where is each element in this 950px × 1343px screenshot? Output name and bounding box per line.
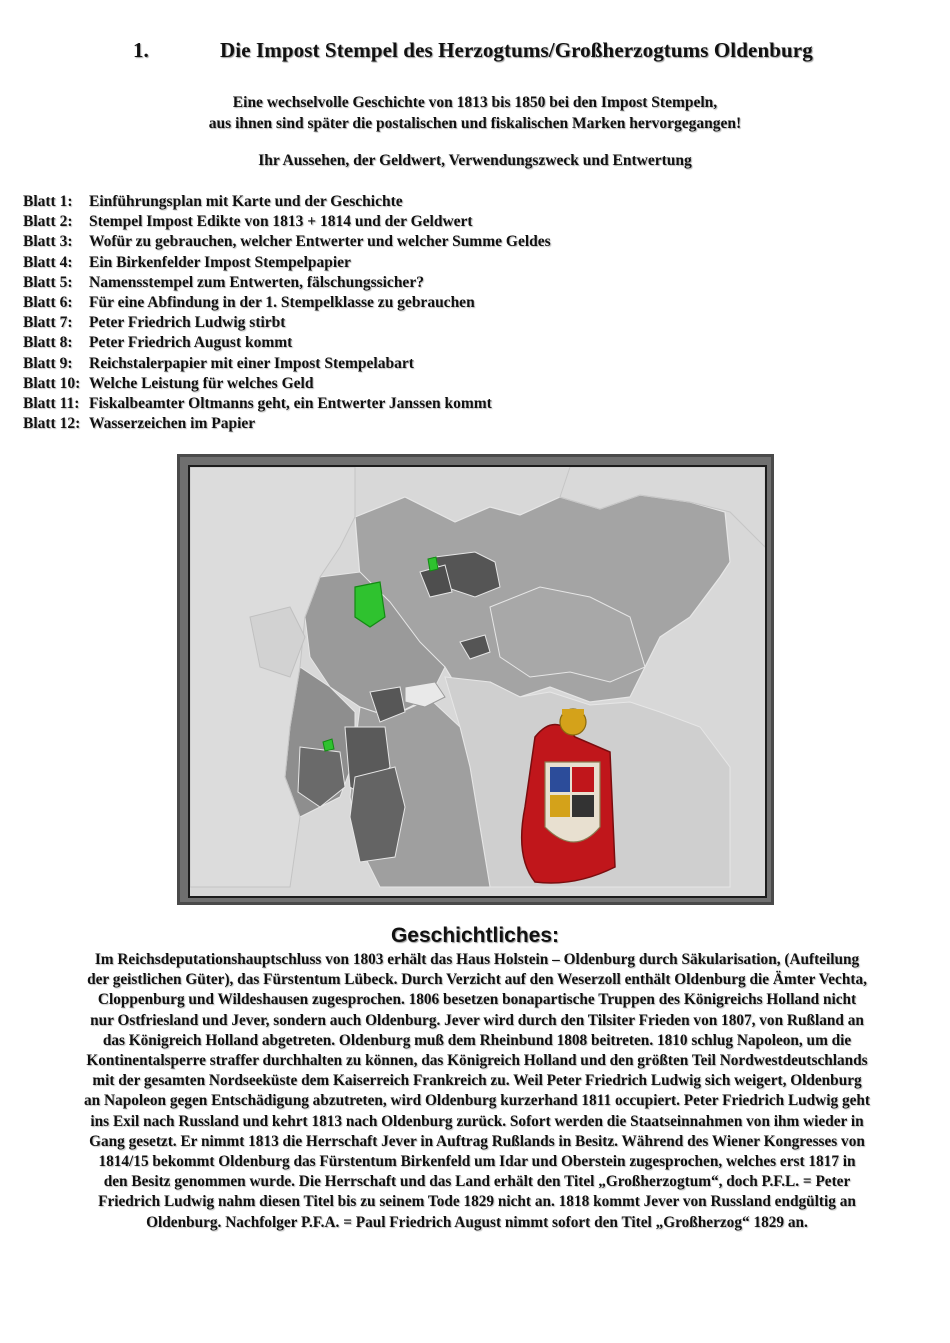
sheet-index-item xyxy=(23,273,551,293)
history-line: Im Reichsdeputationshauptschluss von 1803 erhält das Haus Holstein – Oldenburg durch Säkularisation, (Aufteilung xyxy=(94,951,860,968)
sheet-index-item xyxy=(23,293,551,313)
region-oldenburg xyxy=(355,582,385,627)
history-line: nur Ostfriesland und Jever, sondern auch Oldenburg. Jever wird durch den Tilsiter Frieden von 1807, von Rußland an xyxy=(90,1011,864,1029)
sheet-title: Reichstalerpapier mit einer Impost Stempelabart xyxy=(89,354,414,372)
history-line: den Besitz genommen wurde. Die Herrschaft und das Land erhält den Titel „Großherzogtum“, doch P.F.L. = Peter xyxy=(103,1173,851,1191)
history-text xyxy=(22,950,932,1233)
region-luebeck xyxy=(428,557,438,571)
history-line: Kontinentalsperre straffer durchhalten zu können, das Königreich Holland und den größten Teil Nordwestdeutschlands xyxy=(86,1052,868,1070)
history-line: ins Exil nach Russland und kehrt 1813 nach Oldenburg zurück. Sofort werden die Staatseinnahmen von ihm wieder in xyxy=(90,1112,864,1130)
sheet-index-item xyxy=(23,394,551,414)
sheet-index-item xyxy=(23,212,551,232)
map-illustration xyxy=(190,467,765,896)
intro-text xyxy=(0,92,950,134)
map-figure xyxy=(177,454,774,905)
historical-map xyxy=(188,465,767,898)
sheet-index-item xyxy=(23,232,551,252)
sheet-label: Blatt 3: xyxy=(23,233,73,251)
sheet-title: Ein Birkenfelder Impost Stempelpapier xyxy=(89,253,351,271)
sheet-label: Blatt 4: xyxy=(23,253,73,271)
sheet-label: Blatt 6: xyxy=(23,293,73,311)
sheet-index-item xyxy=(23,333,551,353)
sheet-index-item xyxy=(23,354,551,374)
sheet-index-list xyxy=(23,192,551,434)
history-line: an Napoleon gegen Entschädigung abzutreten, wird Oldenburg kurzerhand 1811 occupiert. Peter Friedrich Ludwig geht xyxy=(84,1092,870,1110)
intro-line-2: aus ihnen sind später die postalischen und fiskalischen Marken hervorgegangen! xyxy=(208,115,742,132)
sheet-label: Blatt 5: xyxy=(23,273,73,291)
sheet-label: Blatt 11: xyxy=(23,394,80,412)
sheet-title: Peter Friedrich August kommt xyxy=(89,334,293,352)
sheet-index-item xyxy=(23,374,551,394)
region-baden xyxy=(350,767,405,862)
history-line: Gang gesetzt. Er nimmt 1813 die Herrschaft Jever in Auftrag Rußlands in Besitz. Während des Wiener Kongresses von xyxy=(89,1132,865,1150)
history-line: Friedrich Ludwig nahm diesen Titel bis zu seinem Tode 1829 nicht an. 1818 kommt Jever von Russland endgültig an xyxy=(98,1193,856,1211)
sheet-index-item xyxy=(23,414,551,434)
sheet-title: Wofür zu gebrauchen, welcher Entwerter und welcher Summe Geldes xyxy=(89,233,551,251)
history-line: mit der gesamten Nordseeküste dem Kaiserreich Frankreich zu. Weil Peter Friedrich Ludwig sich weigert, Oldenburg xyxy=(92,1072,862,1090)
intro-line-1: Eine wechselvolle Geschichte von 1813 bis 1850 bei den Impost Stempeln, xyxy=(232,94,718,111)
title-text: Die Impost Stempel des Herzogtums/Großherzogtums Oldenburg xyxy=(220,38,813,62)
sheet-label: Blatt 7: xyxy=(23,314,73,332)
sheet-label: Blatt 2: xyxy=(23,213,73,231)
sheet-label: Blatt 1: xyxy=(23,193,73,210)
sheet-title: Peter Friedrich Ludwig stirbt xyxy=(89,314,286,332)
sheet-title: Stempel Impost Edikte von 1813 + 1814 und der Geldwert xyxy=(89,213,473,231)
history-line: Oldenburg. Nachfolger P.F.A. = Paul Friedrich August nimmt sofort den Titel „Großherzog“ 1829 an. xyxy=(146,1213,808,1231)
sheet-index-item xyxy=(23,313,551,333)
history-line: 1814/15 bekommt Oldenburg das Fürstentum Birkenfeld um Idar und Oberstein zugesprochen, welches erst 1817 in xyxy=(98,1153,856,1171)
sheet-title: Welche Leistung für welches Geld xyxy=(89,374,314,392)
history-line: das Königreich Holland abgetreten. Oldenburg muß dem Rheinbund 1808 beitreten. 1810 schlug Napoleon, um die xyxy=(102,1031,852,1049)
page-title xyxy=(0,38,950,66)
sheet-label: Blatt 8: xyxy=(23,334,73,352)
sheet-label: Blatt 9: xyxy=(23,354,73,372)
intro-subheading: Ihr Aussehen, der Geldwert, Verwendungszweck und Entwertung xyxy=(258,152,692,169)
sheet-index-item xyxy=(23,192,551,212)
sheet-title: Für eine Abfindung in der 1. Stempelklasse zu gebrauchen xyxy=(89,293,475,311)
history-line: der geistlichen Güter), das Fürstentum Lübeck. Durch Verzicht auf den Weserzoll enthält Oldenburg die Ämter Vechta, xyxy=(87,971,867,989)
history-heading: Geschichtliches: xyxy=(390,924,560,947)
section-number: 1. xyxy=(133,38,149,62)
history-line: Cloppenburg und Wildeshausen zugesprochen. 1806 besetzen bonapartische Truppen des Königreichs Holland nicht xyxy=(97,991,857,1009)
sheet-title: Namensstempel zum Entwerten, fälschungssicher? xyxy=(89,273,424,291)
sheet-title: Einführungsplan mit Karte und der Geschichte xyxy=(89,193,403,210)
sheet-label: Blatt 12: xyxy=(23,415,81,433)
sheet-title: Wasserzeichen im Papier xyxy=(89,415,256,433)
sheet-index-item xyxy=(23,253,551,273)
sheet-title: Fiskalbeamter Oltmanns geht, ein Entwerter Janssen kommt xyxy=(89,394,492,412)
sheet-label: Blatt 10: xyxy=(23,374,81,392)
